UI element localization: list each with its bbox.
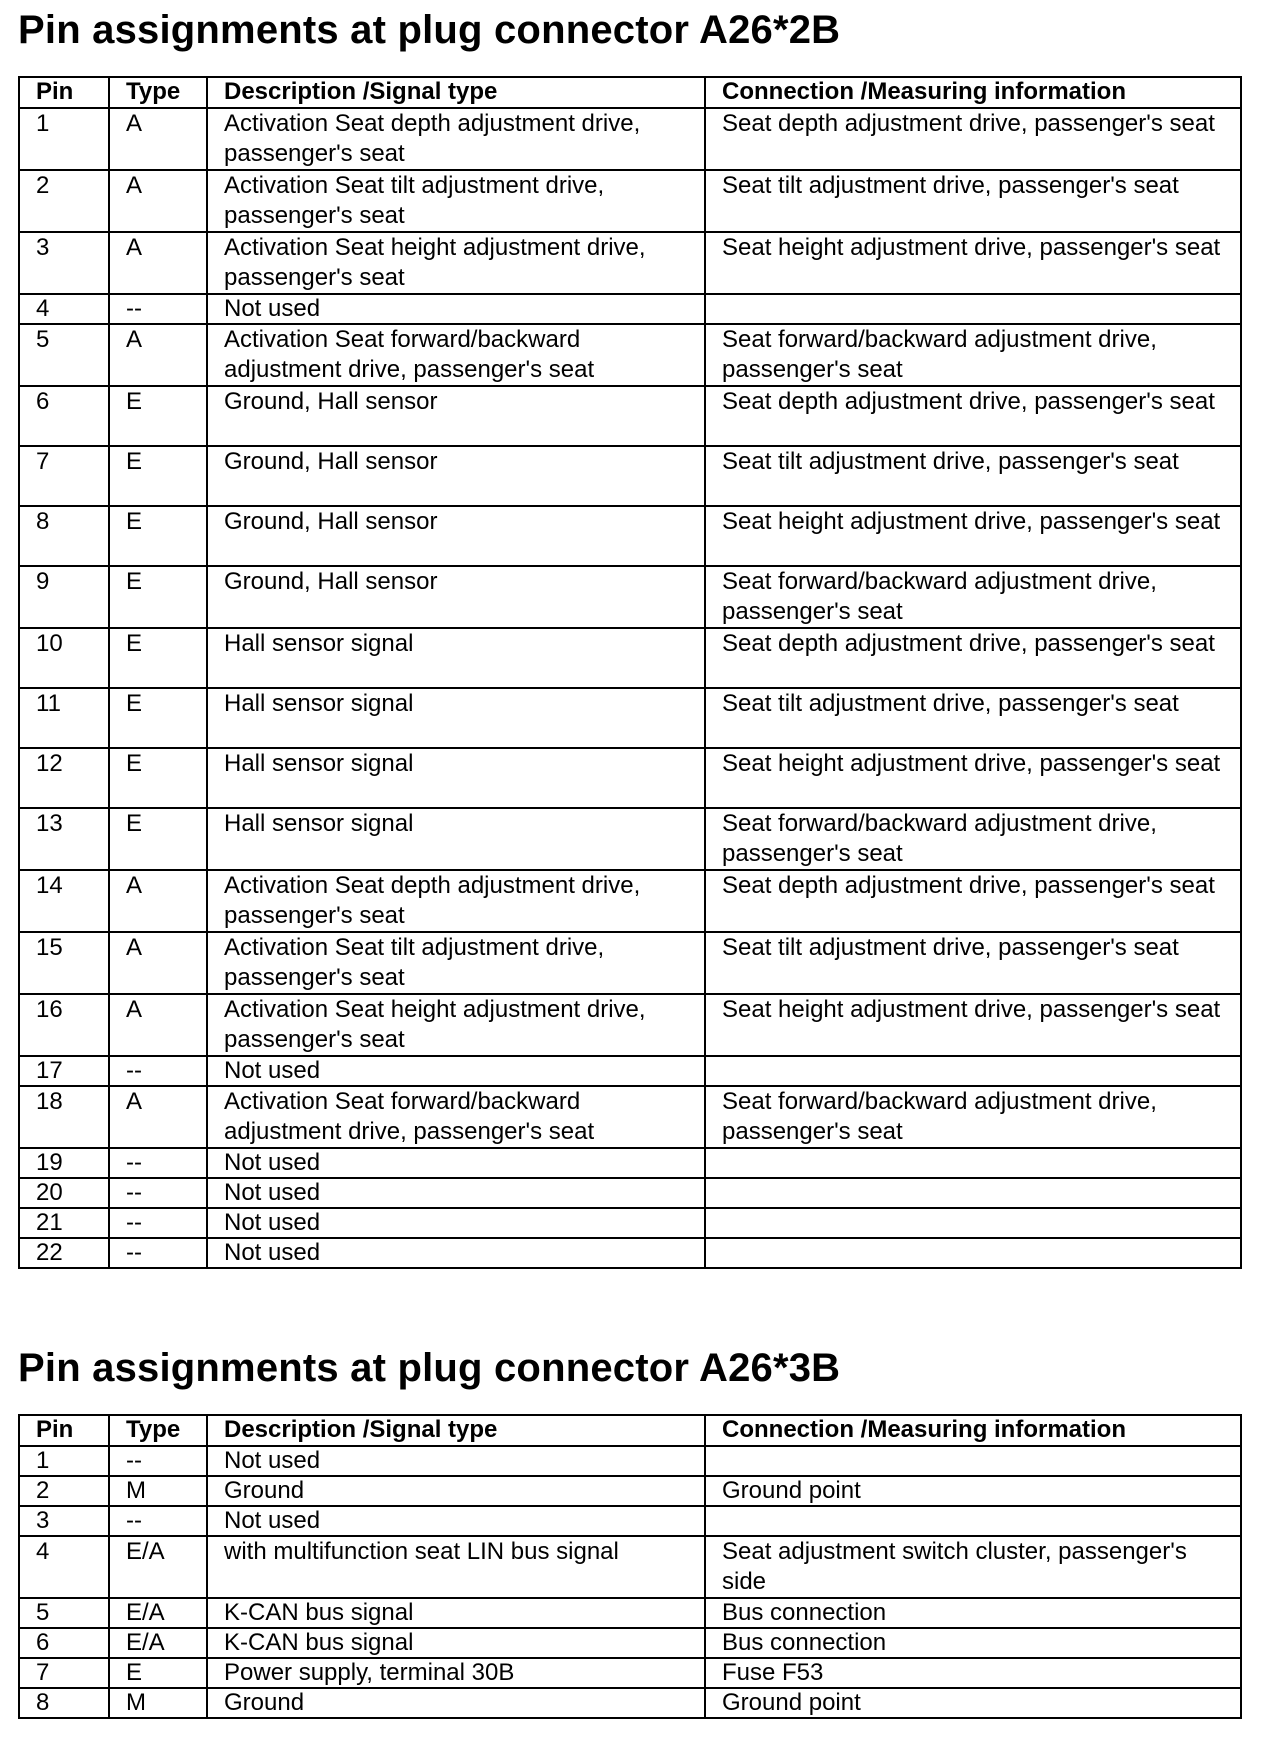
pin-cell: 2 xyxy=(19,1476,109,1506)
pin-cell: 17 xyxy=(19,1056,109,1086)
header-pin: Pin xyxy=(19,77,109,108)
table-2-title: Pin assignments at plug connector A26*3B xyxy=(18,1346,841,1390)
connection-cell: Seat depth adjustment drive, passenger's seat xyxy=(705,386,1241,446)
connection-cell: Seat tilt adjustment drive, passenger's seat xyxy=(705,446,1241,506)
pin-cell: 2 xyxy=(19,170,109,232)
table-row xyxy=(19,870,1241,932)
pin-cell: 4 xyxy=(19,1536,109,1598)
connection-cell: Seat forward/backward adjustment drive, passenger's seat xyxy=(705,808,1241,870)
pin-cell: 8 xyxy=(19,506,109,566)
header-connection: Connection /Measuring information xyxy=(705,1415,1241,1446)
type-cell: E xyxy=(109,688,207,748)
description-cell: K-CAN bus signal xyxy=(207,1628,705,1658)
type-cell: -- xyxy=(109,1208,207,1238)
description-cell: Activation Seat depth adjustment drive, passenger's seat xyxy=(207,870,705,932)
type-cell: -- xyxy=(109,1148,207,1178)
connection-cell: Ground point xyxy=(705,1688,1241,1718)
description-cell: Ground, Hall sensor xyxy=(207,386,705,446)
connection-cell: Seat depth adjustment drive, passenger's seat xyxy=(705,870,1241,932)
table-header-row xyxy=(19,1415,1241,1446)
description-cell: Hall sensor signal xyxy=(207,628,705,688)
description-cell: Activation Seat height adjustment drive, passenger's seat xyxy=(207,994,705,1056)
type-cell: E xyxy=(109,446,207,506)
connection-cell xyxy=(705,1446,1241,1476)
table-row xyxy=(19,1688,1241,1718)
connection-cell: Seat height adjustment drive, passenger's seat xyxy=(705,994,1241,1056)
pin-cell: 8 xyxy=(19,1688,109,1718)
description-cell: Ground xyxy=(207,1476,705,1506)
pin-cell: 18 xyxy=(19,1086,109,1148)
table-row xyxy=(19,294,1241,324)
table-row xyxy=(19,1446,1241,1476)
type-cell: -- xyxy=(109,1238,207,1268)
connection-cell xyxy=(705,1148,1241,1178)
description-cell: Activation Seat tilt adjustment drive, passenger's seat xyxy=(207,932,705,994)
pin-cell: 14 xyxy=(19,870,109,932)
table-row xyxy=(19,1628,1241,1658)
description-cell: Power supply, terminal 30B xyxy=(207,1658,705,1688)
header-type: Type xyxy=(109,77,207,108)
header-description: Description /Signal type xyxy=(207,77,705,108)
description-cell: Ground xyxy=(207,1688,705,1718)
table-row xyxy=(19,506,1241,566)
type-cell: M xyxy=(109,1688,207,1718)
type-cell: -- xyxy=(109,294,207,324)
table-row xyxy=(19,170,1241,232)
description-cell: Ground, Hall sensor xyxy=(207,506,705,566)
description-cell: Activation Seat tilt adjustment drive, passenger's seat xyxy=(207,170,705,232)
description-cell: Not used xyxy=(207,1446,705,1476)
type-cell: A xyxy=(109,870,207,932)
pin-cell: 22 xyxy=(19,1238,109,1268)
table-row xyxy=(19,566,1241,628)
pin-cell: 11 xyxy=(19,688,109,748)
type-cell: E xyxy=(109,386,207,446)
connection-cell: Seat adjustment switch cluster, passenger's side xyxy=(705,1536,1241,1598)
description-cell: Hall sensor signal xyxy=(207,688,705,748)
description-cell: Not used xyxy=(207,1208,705,1238)
pin-cell: 5 xyxy=(19,324,109,386)
description-cell: Hall sensor signal xyxy=(207,748,705,808)
type-cell: E xyxy=(109,748,207,808)
connection-cell xyxy=(705,1178,1241,1208)
connection-cell xyxy=(705,1056,1241,1086)
pin-cell: 21 xyxy=(19,1208,109,1238)
type-cell: E xyxy=(109,808,207,870)
connection-cell: Seat height adjustment drive, passenger's seat xyxy=(705,748,1241,808)
connection-cell: Seat forward/backward adjustment drive, passenger's seat xyxy=(705,566,1241,628)
table-row xyxy=(19,1238,1241,1268)
pin-cell: 9 xyxy=(19,566,109,628)
type-cell: A xyxy=(109,108,207,170)
table-row xyxy=(19,386,1241,446)
pin-cell: 10 xyxy=(19,628,109,688)
pin-cell: 20 xyxy=(19,1178,109,1208)
type-cell: M xyxy=(109,1476,207,1506)
pin-cell: 1 xyxy=(19,1446,109,1476)
connection-cell: Bus connection xyxy=(705,1628,1241,1658)
description-cell: K-CAN bus signal xyxy=(207,1598,705,1628)
table-row xyxy=(19,688,1241,748)
description-cell: Activation Seat height adjustment drive, passenger's seat xyxy=(207,232,705,294)
type-cell: E xyxy=(109,1658,207,1688)
table-row xyxy=(19,1658,1241,1688)
pin-cell: 7 xyxy=(19,1658,109,1688)
table-row xyxy=(19,232,1241,294)
description-cell: Not used xyxy=(207,1148,705,1178)
type-cell: -- xyxy=(109,1446,207,1476)
table-row xyxy=(19,628,1241,688)
type-cell: A xyxy=(109,932,207,994)
table-header-row xyxy=(19,77,1241,108)
connection-cell: Ground point xyxy=(705,1476,1241,1506)
pin-cell: 3 xyxy=(19,1506,109,1536)
type-cell: E xyxy=(109,628,207,688)
connection-cell: Bus connection xyxy=(705,1598,1241,1628)
pin-cell: 19 xyxy=(19,1148,109,1178)
pin-cell: 1 xyxy=(19,108,109,170)
header-connection: Connection /Measuring information xyxy=(705,77,1241,108)
type-cell: -- xyxy=(109,1056,207,1086)
type-cell: E/A xyxy=(109,1536,207,1598)
table-row xyxy=(19,994,1241,1056)
type-cell: E xyxy=(109,566,207,628)
type-cell: E xyxy=(109,506,207,566)
table-row xyxy=(19,1506,1241,1536)
connection-cell: Seat forward/backward adjustment drive, passenger's seat xyxy=(705,324,1241,386)
description-cell: with multifunction seat LIN bus signal xyxy=(207,1536,705,1598)
description-cell: Not used xyxy=(207,1056,705,1086)
connection-cell xyxy=(705,294,1241,324)
table-row xyxy=(19,446,1241,506)
connection-cell: Seat depth adjustment drive, passenger's seat xyxy=(705,628,1241,688)
table-row xyxy=(19,1148,1241,1178)
type-cell: A xyxy=(109,994,207,1056)
description-cell: Not used xyxy=(207,294,705,324)
connection-cell xyxy=(705,1208,1241,1238)
pin-cell: 13 xyxy=(19,808,109,870)
description-cell: Hall sensor signal xyxy=(207,808,705,870)
description-cell: Activation Seat depth adjustment drive, passenger's seat xyxy=(207,108,705,170)
header-pin: Pin xyxy=(19,1415,109,1446)
pin-table-a26-2b xyxy=(18,76,1242,1269)
description-cell: Not used xyxy=(207,1238,705,1268)
type-cell: -- xyxy=(109,1506,207,1536)
type-cell: E/A xyxy=(109,1628,207,1658)
pin-cell: 12 xyxy=(19,748,109,808)
connection-cell: Seat height adjustment drive, passenger's seat xyxy=(705,232,1241,294)
pin-cell: 4 xyxy=(19,294,109,324)
connection-cell xyxy=(705,1506,1241,1536)
connection-cell: Seat tilt adjustment drive, passenger's seat xyxy=(705,688,1241,748)
description-cell: Not used xyxy=(207,1178,705,1208)
table-row xyxy=(19,1598,1241,1628)
description-cell: Activation Seat forward/backward adjustment drive, passenger's seat xyxy=(207,1086,705,1148)
table-1-title: Pin assignments at plug connector A26*2B xyxy=(18,8,841,52)
table-row xyxy=(19,1056,1241,1086)
pin-table-a26-3b xyxy=(18,1414,1242,1719)
pin-cell: 3 xyxy=(19,232,109,294)
table-row xyxy=(19,808,1241,870)
header-type: Type xyxy=(109,1415,207,1446)
type-cell: E/A xyxy=(109,1598,207,1628)
connection-cell xyxy=(705,1238,1241,1268)
type-cell: A xyxy=(109,232,207,294)
table-row xyxy=(19,748,1241,808)
description-cell: Activation Seat forward/backward adjustment drive, passenger's seat xyxy=(207,324,705,386)
table-row xyxy=(19,108,1241,170)
connection-cell: Seat forward/backward adjustment drive, passenger's seat xyxy=(705,1086,1241,1148)
table-row xyxy=(19,324,1241,386)
pin-cell: 6 xyxy=(19,1628,109,1658)
table-row xyxy=(19,1086,1241,1148)
type-cell: -- xyxy=(109,1178,207,1208)
table-row xyxy=(19,1208,1241,1238)
connection-cell: Seat tilt adjustment drive, passenger's seat xyxy=(705,932,1241,994)
pin-cell: 5 xyxy=(19,1598,109,1628)
connection-cell: Fuse F53 xyxy=(705,1658,1241,1688)
pin-cell: 7 xyxy=(19,446,109,506)
pin-cell: 6 xyxy=(19,386,109,446)
table-row xyxy=(19,1536,1241,1598)
pin-cell: 16 xyxy=(19,994,109,1056)
description-cell: Ground, Hall sensor xyxy=(207,446,705,506)
connection-cell: Seat depth adjustment drive, passenger's seat xyxy=(705,108,1241,170)
description-cell: Ground, Hall sensor xyxy=(207,566,705,628)
type-cell: A xyxy=(109,1086,207,1148)
type-cell: A xyxy=(109,324,207,386)
connection-cell: Seat tilt adjustment drive, passenger's seat xyxy=(705,170,1241,232)
table-row xyxy=(19,932,1241,994)
header-description: Description /Signal type xyxy=(207,1415,705,1446)
type-cell: A xyxy=(109,170,207,232)
connection-cell: Seat height adjustment drive, passenger's seat xyxy=(705,506,1241,566)
pin-cell: 15 xyxy=(19,932,109,994)
table-row xyxy=(19,1476,1241,1506)
table-row xyxy=(19,1178,1241,1208)
description-cell: Not used xyxy=(207,1506,705,1536)
